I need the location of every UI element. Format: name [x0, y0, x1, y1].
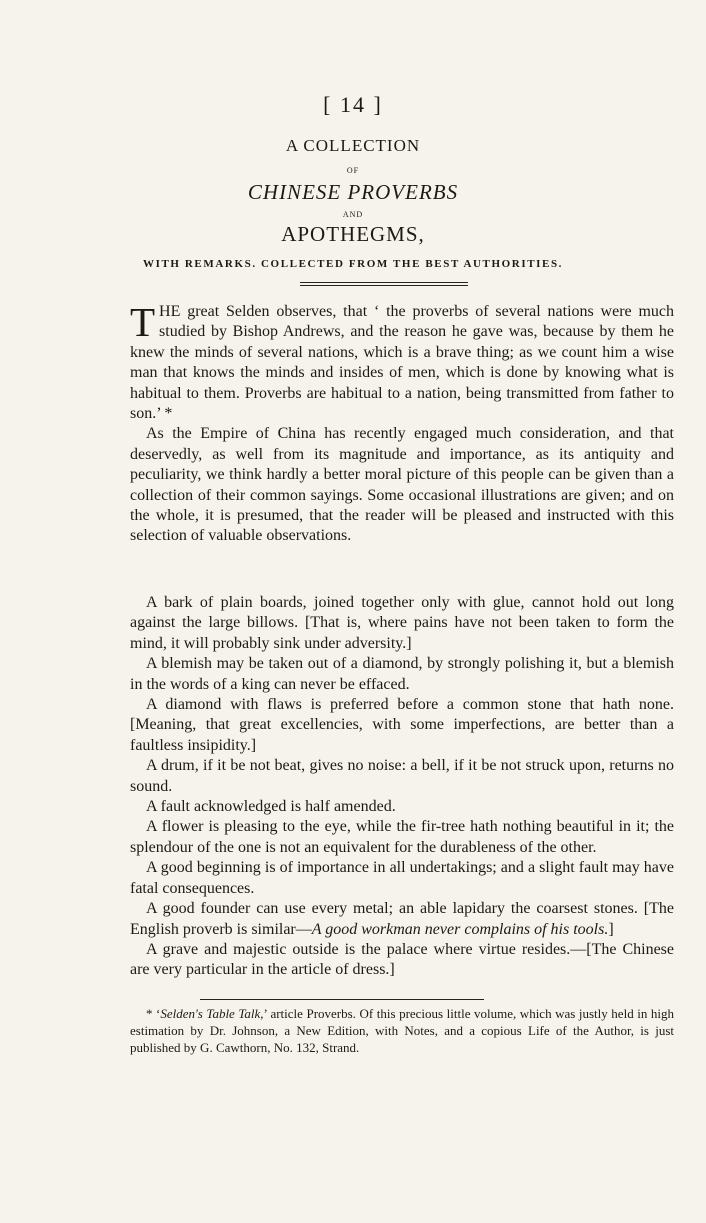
title-line-2: CHINESE PROVERBS [247, 180, 459, 204]
title-of: OF [346, 166, 360, 175]
introduction [130, 299, 674, 547]
proverb-item: A drum, if it be not beat, gives no noise: a bell, if it be not struck upon, returns no sound. [130, 757, 674, 795]
proverb-text: A good founder can use every metal; an able lapidary the coarsest stones. [The English proverb is similar— [130, 900, 674, 938]
title-rule-bottom [300, 285, 468, 286]
proverb-item: A diamond with flaws is preferred before a common stone that hath none. [Meaning, that great excellencies, with some imperfections, are better than a faultless insipidity.] [130, 696, 674, 754]
intro-paragraph-1 [130, 299, 674, 424]
proverb-item: A blemish may be taken out of a diamond, by strongly polishing it, but a blemish in the words of a king can never be effaced. [130, 655, 674, 693]
title-and: AND [342, 210, 364, 219]
intro-paragraph-2: As the Empire of China has recently engaged much consideration, and that deservedly, as well from its magnitude and importance, as its antiquity and peculiarity, we think hardly a better moral picture of this people can be given than a collection of their common sayings. Some occasional illustrations are given; and on the whole, it is presumed, that the reader will be pleased and instructed with this selection of valuable observations. [130, 425, 674, 545]
footnote-italic: Selden's Table Talk, [160, 1006, 264, 1021]
proverb-item: A bark of plain boards, joined together only with glue, cannot hold out long against the large billows. [That is, where pains have not been taken to form the mind, it will probably sink under adversity.] [130, 594, 674, 652]
subtitle: WITH REMARKS. COLLECTED FROM THE BEST AUTHORITIES. [142, 258, 564, 270]
proverb-item: A grave and majestic outside is the palace where virtue resides.—[The Chinese are very particular in the article of dress.] [130, 940, 674, 979]
proverb-list [130, 593, 674, 981]
title-line-3: APOTHEGMS, [281, 222, 425, 246]
footnote-marker: * ‘ [146, 1006, 161, 1021]
proverb-text-end: ] [608, 920, 614, 938]
proverb-italic: A good workman never complains of his tools. [311, 920, 609, 938]
drop-cap: T [130, 299, 156, 345]
page-number: [ 14 ] [323, 92, 383, 117]
intro-paragraph-1-text: HE great Selden observes, that ‘ the proverbs of several nations were much studied by Bishop Andrews, and the reason he gave was, because by them he knew the minds of several nations, which is a brave thing; as we count him a wise man that knows the minds and insides of men, which is done by knowing what is habitual to them. Proverbs are habitual to a nation, being transmitted from father to son.’ * [130, 303, 674, 423]
proverb-item: A fault acknowledged is half amended. [146, 798, 396, 816]
title-line-1: A COLLECTION [285, 136, 421, 155]
footnote-rule [200, 999, 484, 1000]
proverb-item [130, 899, 674, 940]
title-rule-top [300, 282, 468, 283]
proverb-item: A good beginning is of importance in all undertakings; and a slight fault may have fatal consequences. [130, 859, 674, 897]
footnote-text: ’ article Proverbs. Of this precious little volume, which was justly held in high estimation by Dr. Johnson, a New Edition, with Notes, and a copious Life of the Author, is just published by G. Cawthorn, No. 132, Strand. [130, 1006, 674, 1056]
footnote [130, 1005, 674, 1057]
proverb-item: A flower is pleasing to the eye, while the fir-tree hath nothing beautiful in it; the splendour of the one is not an equivalent for the durableness of the other. [130, 818, 674, 856]
